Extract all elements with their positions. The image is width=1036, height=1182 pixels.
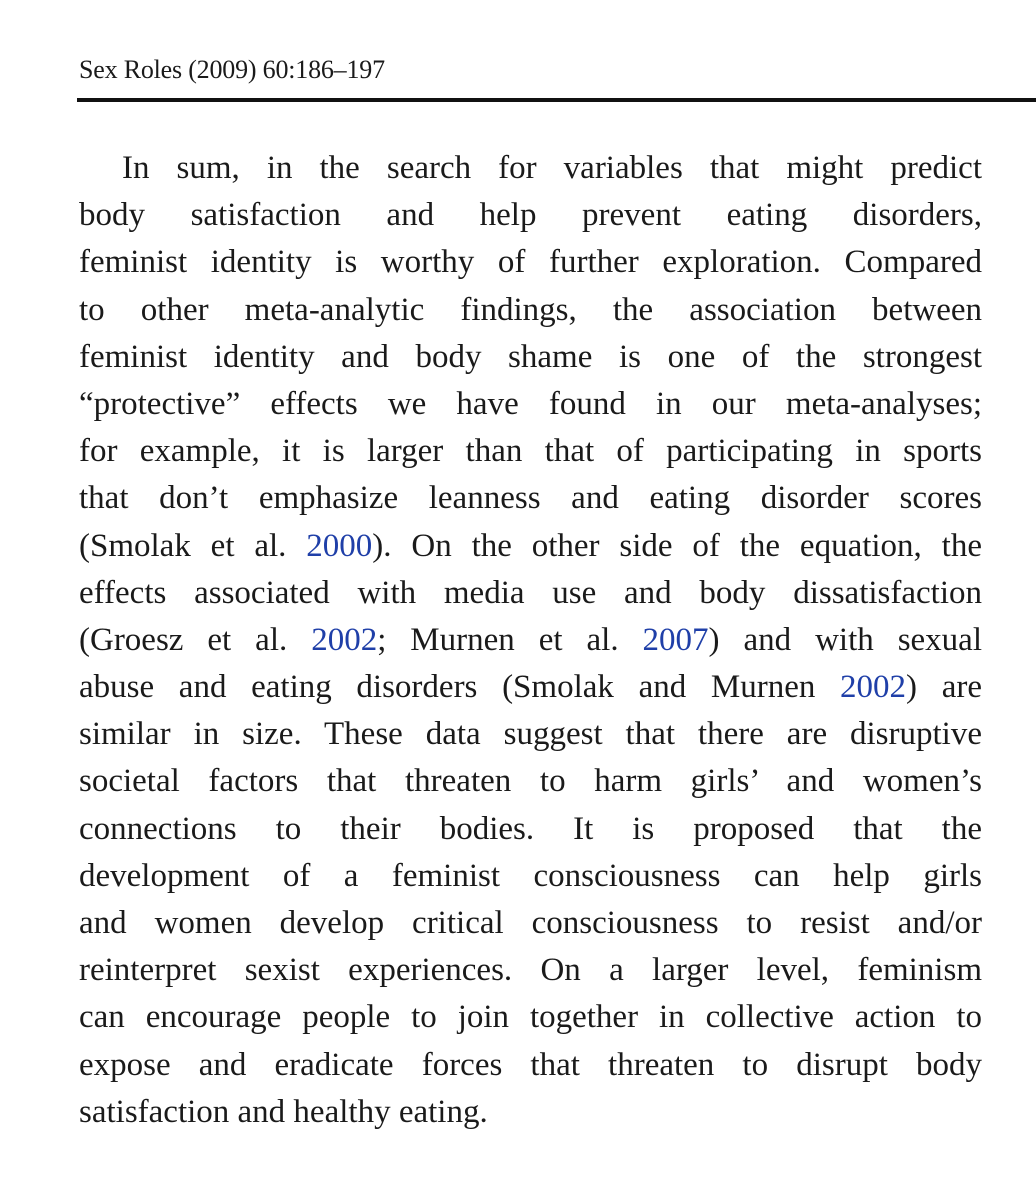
text-segment: feminist identity is worthy of further exploration. Compared: [79, 244, 982, 281]
text-segment: and women develop critical consciousness to resist and/or: [79, 905, 982, 941]
citation-year-link[interactable]: 2002: [840, 669, 907, 706]
text-line: [79, 947, 982, 994]
text-segment: expose and eradicate forces that threaten to disrupt body: [79, 1046, 982, 1083]
citation-year-link[interactable]: 2002: [311, 621, 378, 658]
body-paragraph: [79, 145, 982, 1136]
text-line: [79, 758, 982, 805]
text-segment: to other meta-analytic findings, the association between: [79, 291, 982, 328]
text-segment: (Groesz et al.: [79, 621, 312, 658]
text-line: [79, 381, 982, 428]
text-segment: feminist identity and body shame is one of the strongest: [79, 338, 982, 375]
text-segment: effects associated with media use and body dissatisfaction: [79, 574, 982, 611]
text-line: [79, 1042, 982, 1089]
citation-year-link[interactable]: 2007: [642, 621, 709, 658]
text-segment: satisfaction and healthy eating.: [79, 1093, 488, 1130]
text-segment: In sum, in the search for variables that might predict: [122, 150, 982, 186]
text-segment: that don’t emphasize leanness and eating disorder scores: [79, 480, 982, 517]
text-line: [79, 711, 982, 758]
text-segment: ; Murnen et al.: [377, 621, 643, 658]
text-segment: can encourage people to join together in collective action to: [79, 999, 982, 1036]
text-segment: ) and with sexual: [708, 621, 982, 658]
text-line: [79, 853, 982, 900]
text-line: [79, 239, 982, 286]
text-segment: societal factors that threaten to harm girls’ and women’s: [79, 763, 982, 800]
text-line: [79, 475, 982, 522]
text-line: [79, 334, 982, 381]
citation-year-link[interactable]: 2000: [306, 527, 373, 564]
text-segment: (Smolak et al.: [79, 527, 307, 564]
text-line: [79, 523, 982, 570]
text-line: [79, 570, 982, 617]
text-segment: abuse and eating disorders (Smolak and Murnen: [79, 669, 841, 706]
text-segment: ) are: [906, 669, 982, 706]
text-line: [79, 617, 982, 664]
text-segment: connections to their bodies. It is proposed that the: [79, 810, 982, 847]
running-head: Sex Roles (2009) 60:186–197: [79, 55, 385, 84]
text-segment: for example, it is larger than that of participating in sports: [79, 433, 982, 470]
header-rule: [77, 98, 1036, 102]
text-line: [79, 900, 982, 947]
text-line: [79, 145, 982, 192]
text-line: [79, 287, 982, 334]
text-line: [79, 428, 982, 475]
text-segment: development of a feminist consciousness can help girls: [79, 857, 982, 894]
text-line: [79, 994, 982, 1041]
text-line: [79, 806, 982, 853]
text-line: [79, 1089, 982, 1136]
text-line: [79, 664, 982, 711]
text-segment: similar in size. These data suggest that there are disruptive: [79, 716, 982, 753]
text-segment: reinterpret sexist experiences. On a larger level, feminism: [79, 952, 982, 989]
text-segment: ). On the other side of the equation, the: [372, 527, 982, 564]
text-segment: “protective” effects we have found in our meta-analyses;: [79, 385, 982, 422]
text-segment: body satisfaction and help prevent eating disorders,: [79, 197, 982, 234]
text-line: [79, 192, 982, 239]
